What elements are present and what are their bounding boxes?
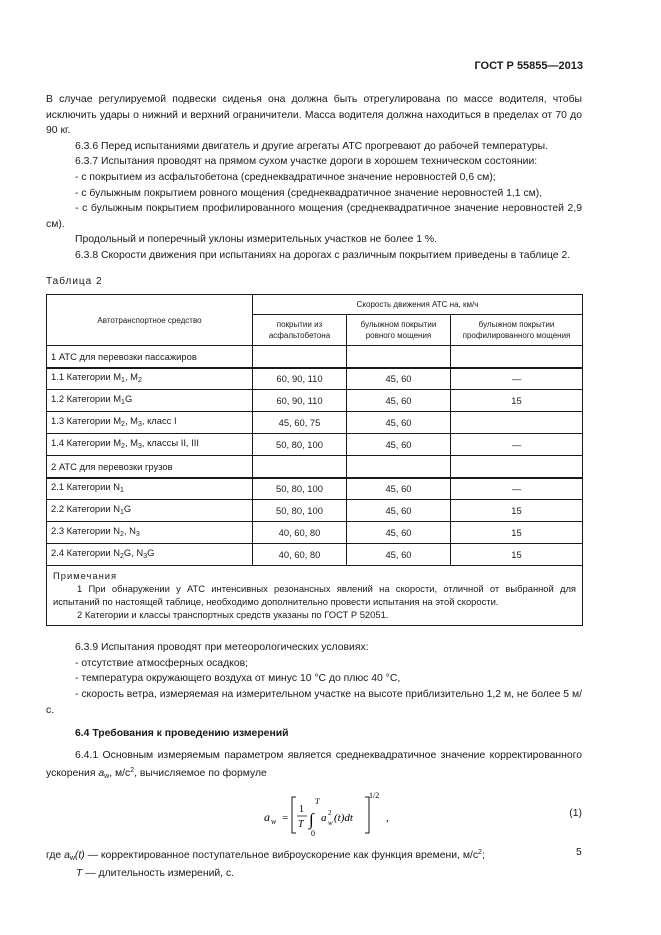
formula-integrand-sub: w [328, 818, 333, 827]
table-cell-speed: — [451, 478, 583, 500]
notes-title: Примечания [53, 570, 118, 582]
table-cell-speed: 15 [451, 500, 583, 522]
table-cell-speed: 50, 80, 100 [253, 478, 347, 500]
table-cell-speed: — [451, 434, 583, 456]
formula-power: 1/2 [369, 790, 380, 800]
table-cell-vehicle: 2.3 Категории $N_2$, $N_3$ [47, 522, 253, 544]
formula-graphic [46, 785, 582, 843]
table-cell-speed: 45, 60 [347, 544, 451, 566]
list-item-temperature: - температура окружающего воздуха от минус 10 °С до плюс 40 °С, [75, 673, 401, 685]
table-row [47, 544, 583, 566]
formula-argument: (t)dt [334, 811, 353, 824]
definition-T: T — длительность измерений, с. [76, 868, 235, 880]
formula-integrand-sup: 2 [328, 808, 332, 817]
table-cell-speed: 45, 60 [347, 368, 451, 390]
table-row [47, 500, 583, 522]
note-1: 1 При обнаружении у АТС интенсивных резонансных явлений на скорости, отличной от выбранной для испытаний по настоящей таблице, необходимо дополнительно провести испытания на этой скорости. [53, 583, 577, 608]
table-row [47, 434, 583, 456]
table-cell-speed: 40, 60, 80 [253, 522, 347, 544]
formula-integral-sign: ∫ [309, 809, 314, 829]
table-header-speed: Скорость движения АТС на, км/ч [253, 295, 583, 315]
paragraph-6-4-1: 6.4.1 Основным измеряемым параметром является среднеквадратичное значение корректированного ускорения $a_w$, $м/с^2$, вычисляемое по формуле [46, 749, 582, 781]
table-cell-vehicle: 1.4 Категории $M_2$, $M_3$, классы II, III [47, 434, 253, 456]
table-header-vehicle: Автотранспортное средство [47, 295, 253, 346]
table-cell-speed [253, 346, 347, 368]
table-cell-vehicle: 2 АТС для перевозки грузов [47, 456, 253, 478]
table-cell-speed: 40, 60, 80 [253, 544, 347, 566]
formula-left-bracket [292, 797, 296, 833]
paragraph-seat-suspension: В случае регулируемой подвески сиденья она должна быть отрегулирована по массе водителя, чтобы исключить удары о нижний и верхний ограничители. Масса водителя должна находиться в пределах от 70 до 90 кг. [46, 94, 582, 137]
table-cell-speed [253, 456, 347, 478]
table-cell-speed: 45, 60 [347, 500, 451, 522]
formula-lhs: a [264, 809, 270, 824]
definition-aw: где $a_w(t)$ — корректированное поступательное виброускорение как функция времени, $м/с^2$; [46, 848, 485, 862]
table-cell-speed: 45, 60 [347, 390, 451, 412]
note-2: 2 Категории и классы транспортных средств указаны по ГОСТ Р 52051. [77, 609, 389, 621]
table-cell-speed: 45, 60 [347, 478, 451, 500]
table-cell-vehicle: 2.4 Категории $N_2G$, $N_3G$ [47, 544, 253, 566]
paragraph-6-3-8: 6.3.8 Скорости движения при испытаниях на дорогах с различным покрытием приведены в таблице 2. [75, 249, 571, 261]
table-subheader-asphalt: покрытии из асфальтобетона [253, 315, 347, 346]
table-cell-vehicle: 1.2 Категории $M_1G$ [47, 390, 253, 412]
list-item-wind: - скорость ветра, измеряемая на измерительном участке на высоте приблизительно 1,2 м, не более 5 м/с. [46, 688, 582, 716]
table-cell-speed: 45, 60 [347, 412, 451, 434]
table-cell-speed [347, 346, 451, 368]
table-subheader-cobble-profiled: булыжном покрытии профилированного мощения [451, 315, 583, 346]
table-cell-speed: — [451, 368, 583, 390]
table-cell-speed: 50, 80, 100 [253, 434, 347, 456]
formula-integrand: a [321, 811, 327, 824]
table-cell-speed: 50, 80, 100 [253, 500, 347, 522]
formula-numerator: 1 [299, 803, 304, 815]
table-cell-speed [451, 456, 583, 478]
table-cell-speed: 45, 60, 75 [253, 412, 347, 434]
document-body [46, 92, 582, 882]
formula-number: (1) [569, 807, 582, 819]
table-caption: Таблица 2 [46, 275, 103, 287]
table-row [47, 522, 583, 544]
table-cell-speed [451, 412, 583, 434]
table-cell-vehicle: 1.1 Категории $M_1$, $M_2$ [47, 368, 253, 390]
table-cell-speed: 45, 60 [347, 522, 451, 544]
table-row [47, 390, 583, 412]
table-cell-vehicle: 2.2 Категории $N_1G$ [47, 500, 253, 522]
table-cell-speed [347, 456, 451, 478]
table-cell-vehicle: 1 АТС для перевозки пассажиров [47, 346, 253, 368]
table-cell-speed: 60, 90, 110 [253, 390, 347, 412]
list-item-asphalt: - с покрытием из асфальтобетона (среднеквадратичное значение неровностей 0,6 см); [75, 171, 496, 183]
formula-lower-limit: 0 [311, 828, 315, 838]
list-item-cobblestone-profiled: - с булыжным покрытием профилированного мощения (среднеквадратичное значение неровностей 2,9 см). [46, 203, 582, 230]
paragraph-slopes: Продольный и поперечный уклоны измерительных участков не более 1 %. [75, 234, 438, 246]
paragraph-6-3-7: 6.3.7 Испытания проводят на прямом сухом участке дороги в хорошем техническом состоянии: [75, 156, 538, 168]
formula-lhs-sub: w [271, 816, 277, 826]
table-row [47, 456, 583, 478]
table-subheader-cobble-even: булыжном покрытии ровного мощения [347, 315, 451, 346]
table-row [47, 368, 583, 390]
document-header: ГОСТ Р 55855—2013 [474, 60, 583, 72]
speed-table [46, 294, 583, 626]
table-cell-speed: 15 [451, 544, 583, 566]
formula-comma: , [386, 811, 389, 824]
table-row [47, 346, 583, 368]
formula-denominator: T [298, 818, 304, 830]
formula-equals: = [282, 811, 289, 824]
section-6-4-heading: 6.4 Требования к проведению измерений [75, 728, 289, 740]
table-cell-speed: 45, 60 [347, 434, 451, 456]
table-cell-speed: 15 [451, 390, 583, 412]
table-cell-speed: 15 [451, 522, 583, 544]
table-cell-vehicle: 2.1 Категории $N_1$ [47, 478, 253, 500]
table-row [47, 478, 583, 500]
table-cell-vehicle: 1.3 Категории $M_2$, $M_3$, класс I [47, 412, 253, 434]
table-cell-speed: 60, 90, 110 [253, 368, 347, 390]
paragraph-6-3-9: 6.3.9 Испытания проводят при метеорологических условиях: [75, 642, 369, 654]
table-row [47, 412, 583, 434]
page-number: 5 [576, 847, 582, 858]
table-body [47, 346, 583, 566]
list-item-no-precipitation: - отсутствие атмосферных осадков; [75, 657, 249, 669]
formula-upper-limit: T [315, 796, 320, 806]
paragraph-6-3-6: 6.3.6 Перед испытаниями двигатель и другие агрегаты АТС прогревают до рабочей температуры. [75, 140, 549, 152]
formula-1 [46, 785, 582, 843]
formula-right-bracket [365, 797, 369, 833]
table-notes [47, 566, 583, 626]
formula-definitions [46, 845, 582, 882]
list-item-cobblestone-even: - с булыжным покрытием ровного мощения (среднеквадратичное значение неровностей 1,1 см), [75, 187, 543, 199]
table-cell-speed [451, 346, 583, 368]
